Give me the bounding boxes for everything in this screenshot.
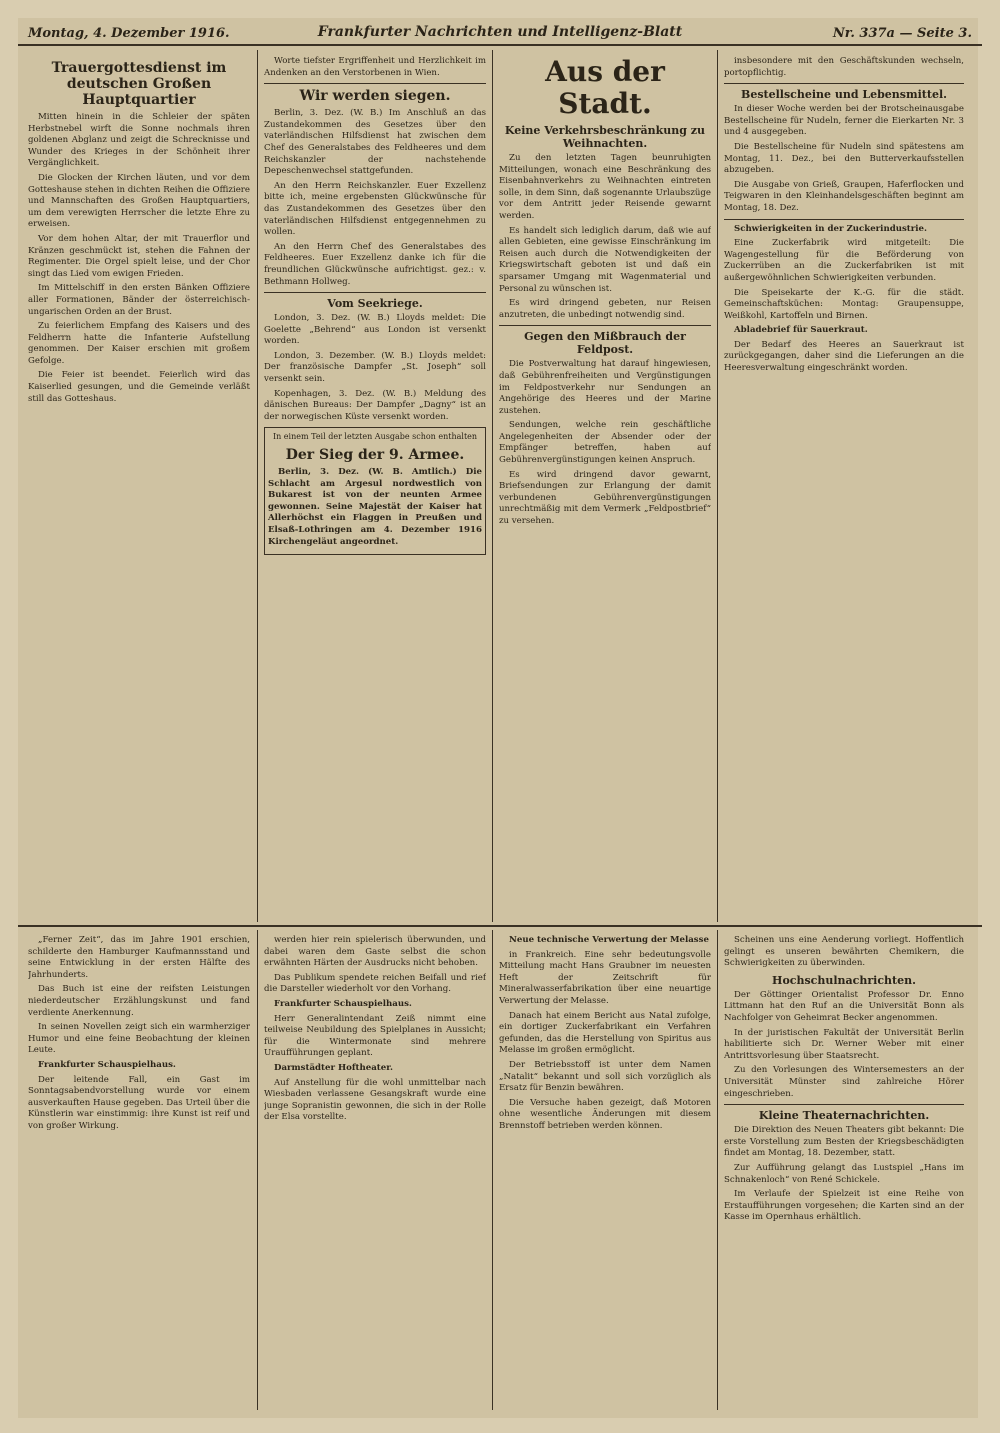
article-paragraph: Herr Generalintendant Zeiß nimmt eine teilweise Neubildung des Spielplanes in Aussicht; für die Wintermonate sind mehrere Uraufführungen geplant. xyxy=(264,1013,486,1059)
article-paragraph: Es wird dringend gebeten, nur Reisen anzutreten, die unbedingt notwendig sind. xyxy=(499,298,711,320)
article-paragraph: in Frankreich. Eine sehr bedeutungsvolle Mitteilung macht Hans Graubner im neuesten Heft der Zeitschrift für Mineralwasserfabrikation über eine neuartige Verwertung der Melasse. xyxy=(499,949,711,1006)
column-6 xyxy=(264,935,486,1405)
article-paragraph: Worte tiefster Ergriffenheit und Herzlichkeit im Andenken an den Verstorbenen in Wien. xyxy=(264,56,486,78)
article-title: Kleine Theaternachrichten. xyxy=(758,1109,930,1123)
article-title: Wir werden siegen. xyxy=(299,88,451,105)
article-paragraph: Die Ausgabe von Grieß, Graupen, Haferflocken und Teigwaren in den Kleinhandelsgeschäften beginnt am Montag, 18. Dez. xyxy=(724,179,964,213)
column-7 xyxy=(499,935,711,1405)
article-paragraph: Zu den Vorlesungen des Wintersemesters an der Universität Münster sind zahlreiche Hörer eingeschrieben. xyxy=(724,1065,964,1099)
article-paragraph: Der Bedarf des Heeres an Sauerkraut ist zurückgegangen, daher sind die Lieferungen an die Heeresverwaltung eingeschränkt worden. xyxy=(724,339,964,374)
article-paragraph: Die Direktion des Neuen Theaters gibt bekannt: Die erste Vorstellung zum Besten der Kriegsbeschädigten findet am Montag, 18. Dezember, statt. xyxy=(724,1125,964,1159)
article-paragraph: Zu feierlichem Empfang des Kaisers und des Feldherrn hatte die Infanterie Aufstellung genommen. Der Kaiser erschien mit großem Gefolge. xyxy=(28,321,250,366)
article-paragraph: Im Verlaufe der Spielzeit ist eine Reihe von Erstaufführungen vorgesehen; die Karten sind an der Kasse im Opernhaus erhältlich. xyxy=(724,1189,964,1223)
article-paragraph: insbesondere mit den Geschäftskunden wechseln, portopflichtig. xyxy=(724,56,964,78)
article-paragraph: Zu den letzten Tagen beunruhigten Mitteilungen, wonach eine Beschränkung des Eisenbahnverkehrs zu Weihnachten eintreten solle, in dem Sinn, daß sogenannte Urlaubszüge vor dem Antritt jeder Reisende gewarnt werden. xyxy=(499,153,711,221)
column-4 xyxy=(724,56,964,918)
article-paragraph: In seinen Novellen zeigt sich ein warmherziger Humor und eine feine Beobachtung der kleinen Leute. xyxy=(28,1022,250,1056)
article-paragraph: Es wird dringend davor gewarnt, Briefsendungen zur Erlangung der damit verbundenen Gebührenvergünstigungen unrechtmäßig mit dem Vermerk „Feldpostbrief“ zu versehen. xyxy=(499,469,711,527)
article-title: Neue technische Verwertung der Melasse xyxy=(509,935,709,945)
article-title: Trauergottesdienst im deutschen Großen Hauptquartier xyxy=(51,60,227,108)
article-paragraph: Der Betriebsstoff ist unter dem Namen „Natalit“ bekannt und soll sich vorzüglich als Ersatz für Benzin bewähren. xyxy=(499,1059,711,1094)
article-paragraph: An den Herrn Chef des Generalstabes des Feldheeres. Euer Exzellenz danke ich für die freundlichen Glückwünsche aufrichtigst. gez.: v. Bethmann Hollweg. xyxy=(264,241,486,287)
column-1 xyxy=(28,56,250,918)
article-paragraph: In dieser Woche werden bei der Brotscheinausgabe Bestellscheine für Nudeln, ferner die Eierkarten Nr. 3 und 4 ausgegeben. xyxy=(724,104,964,138)
article-paragraph: Sendungen, welche rein geschäftliche Angelegenheiten der Absender oder der Empfänger betreffen, haben auf Gebührenvergünstigungen keinen Anspruch. xyxy=(499,420,711,466)
article-paragraph: Der leitende Fall, ein Gast im Sonntagsabendvorstellung wurde vor einem ausverkauften Hause gegeben. Das Urteil über die Künstlerin war einstimmig: ihre Kunst ist reif und von großer Wirkung. xyxy=(28,1074,250,1131)
article-title: Keine Verkehrsbeschränkung zu Weihnachten. xyxy=(504,124,706,150)
article-paragraph: London, 3. Dezember. (W. B.) Lloyds meldet: Der französische Dampfer „St. Joseph“ soll versenkt sein. xyxy=(264,350,486,385)
article-title: Der Sieg der 9. Armee. xyxy=(285,447,465,464)
page-header xyxy=(18,20,982,46)
article-paragraph: Zur Aufführung gelangt das Lustspiel „Hans im Schnakenloch“ von René Schickele. xyxy=(724,1162,964,1185)
column-rule xyxy=(492,930,493,1410)
column-8 xyxy=(724,935,964,1405)
article-paragraph: „Ferner Zeit“, das im Jahre 1901 erschien, schilderte den Hamburger Kaufmannsstand und seine Entwicklung in der ersten Hälfte des Jahrhunderts. xyxy=(28,935,250,980)
article-paragraph: Es handelt sich lediglich darum, daß wie auf allen Gebieten, eine gewisse Einschränkung im Reisen auch durch die Notwendigkeiten der Kriegswirtschaft geboten ist und daß ein sparsamer Umgang mit Wagenmaterial und Personal zu wünschen ist. xyxy=(499,225,711,294)
article-title: Frankfurter Schauspielhaus. xyxy=(38,1059,176,1070)
article-paragraph: Danach hat einem Bericht aus Natal zufolge, ein dortiger Zuckerfabrikant ein Verfahren gefunden, das die Herstellung von Spiritus aus Melasse im großen ermöglicht. xyxy=(499,1010,711,1056)
article-title: Abladebrief für Sauerkraut. xyxy=(734,325,868,336)
section-title: Aus der Stadt. xyxy=(545,56,665,120)
article-title: Vom Seekriege. xyxy=(327,297,423,311)
column-5 xyxy=(28,935,250,1405)
header-date: Montag, 4. Dezember 1916. xyxy=(28,26,230,41)
issue-number: Nr. 337a — Seite 3. xyxy=(832,26,972,41)
masthead: Frankfurter Nachrichten und Intelligenz-Blatt xyxy=(317,24,683,40)
article-paragraph: Der Göttinger Orientalist Professor Dr. Enno Littmann hat den Ruf an die Universität Bonn als Nachfolger von Geheimrat Becker angenommen. xyxy=(724,989,964,1023)
column-rule xyxy=(257,930,258,1410)
article-paragraph: Das Buch ist eine der reifsten Leistungen niederdeutscher Erzählungskunst und fand verdiente Anerkennung. xyxy=(28,984,250,1018)
box-note: In einem Teil der letzten Ausgabe schon enthalten xyxy=(272,432,478,442)
article-paragraph: Berlin, 3. Dez. (W. B. Amtlich.) Die Schlacht am Argesul nordwestlich von Bukarest ist von der neunten Armee gewonnen. Seine Majestät der Kaiser hat Allerhöchst ein Flaggen in Preußen und Elsaß-Lothringen am 4. Dezember 1916 Kirchengeläut angeordnet. xyxy=(268,467,482,547)
column-3 xyxy=(499,56,711,918)
article-paragraph: Auf Anstellung für die wohl unmittelbar nach Wiesbaden verlassene Gesangskraft wurde eine junge Sopranistin gewonnen, die sich in der Rolle der Elsa vorstellte. xyxy=(264,1077,486,1123)
article-paragraph: Im Mittelschiff in den ersten Bänken Offiziere aller Formationen, Bänder der österreichisch-ungarischen Orden an der Brust. xyxy=(28,283,250,317)
article-paragraph: werden hier rein spielerisch überwunden, und dabei waren dem Gaste selbst die schon erwähnten Härten der Ausdrucks nicht behoben. xyxy=(264,935,486,969)
article-title: Darmstädter Hoftheater. xyxy=(274,1062,393,1073)
article-paragraph: Scheinen uns eine Aenderung vorliegt. Hoffentlich gelingt es unseren bewährten Chemikern, die Schwierigkeiten zu überwinden. xyxy=(724,935,964,969)
article-paragraph: In der juristischen Fakultät der Universität Berlin habilitierte sich Dr. Werner Weber mit einer Antrittsvorlesung über Staatsrecht. xyxy=(724,1027,964,1061)
article-paragraph: Das Publikum spendete reichen Beifall und rief die Darsteller wiederholt vor den Vorhang. xyxy=(264,972,486,995)
article-paragraph: Die Feier ist beendet. Feierlich wird das Kaiserlied gesungen, und die Gemeinde verläßt still das Gotteshaus. xyxy=(28,370,250,404)
article-paragraph: Vor dem hohen Altar, der mit Trauerflor und Kränzen geschmückt ist, stehen die Fahnen der Regimenter. Die Orgel spielt leise, und der Chor singt das Lied vom ewigen Frieden. xyxy=(28,233,250,279)
article-paragraph: Kopenhagen, 3. Dez. (W. B.) Meldung des dänischen Bureaus: Der Dampfer „Dagny“ ist an der norwegischen Küste versenkt worden. xyxy=(264,388,486,422)
article-paragraph: Berlin, 3. Dez. (W. B.) Im Anschluß an das Zustandekommen des Gesetzes über den vaterländischen Hilfsdienst hat zwischen dem Chef des Generalstabes des Feldheeres und dem Reichskanzler der nachstehende Depeschenwechsel stattgefunden. xyxy=(264,108,486,177)
article-title: Gegen den Mißbrauch der Feldpost. xyxy=(524,330,686,357)
article-paragraph: Eine Zuckerfabrik wird mitgeteilt: Die Wagengestellung für die Beförderung von Zuckerrüben an die Zuckerfabriken ist mit außergewöhnlichen Schwierigkeiten verbunden. xyxy=(724,238,964,283)
column-rule xyxy=(257,50,258,922)
article-paragraph: London, 3. Dez. (W. B.) Lloyds meldet: Die Goelette „Behrend“ aus London ist versenkt worden. xyxy=(264,313,486,347)
article-paragraph: An den Herrn Reichskanzler. Euer Exzellenz bitte ich, meine ergebensten Glückwünsche für das Zustandekommen des Gesetzes über den vaterländischen Hilfsdienst entgegennehmen zu wollen. xyxy=(264,180,486,238)
section-rule xyxy=(18,925,982,927)
article-title: Frankfurter Schauspielhaus. xyxy=(274,998,412,1009)
boxed-article xyxy=(264,427,486,555)
article-paragraph: Die Glocken der Kirchen läuten, und vor dem Gotteshause stehen in dichten Reihen die Offiziere und Mannschaften des Großen Hauptquartiers, um dem verewigten Herrscher die letzte Ehre zu erweisen. xyxy=(28,172,250,230)
column-rule xyxy=(717,50,718,922)
column-2 xyxy=(264,56,486,918)
article-title: Bestellscheine und Lebensmittel. xyxy=(741,88,947,102)
article-paragraph: Die Bestellscheine für Nudeln sind spätestens am Montag, 11. Dez., bei den Butterverkaufsstellen abzugeben. xyxy=(724,141,964,176)
column-rule xyxy=(717,930,718,1410)
article-title: Schwierigkeiten in der Zuckerindustrie. xyxy=(734,223,928,234)
article-paragraph: Die Versuche haben gezeigt, daß Motoren ohne wesentliche Änderungen mit diesem Brennstoff betrieben werden können. xyxy=(499,1097,711,1131)
article-paragraph: Die Postverwaltung hat darauf hingewiesen, daß Gebührenfreiheiten und Vergünstigungen im Feldpostverkehr nur Sendungen an Angehörige des Heeres und der Marine zustehen. xyxy=(499,359,711,416)
article-title: Hochschulnachrichten. xyxy=(772,973,916,987)
column-rule xyxy=(492,50,493,922)
article-paragraph: Die Speisekarte der K.-G. für die städt. Gemeinschaftsküchen: Montag: Graupensuppe, Weißkohl, Kartoffeln und Birnen. xyxy=(724,287,964,321)
article-paragraph: Mitten hinein in die Schleier der späten Herbstnebel wirft die Sonne nochmals ihren goldenen Abglanz und zeigt die Schrecknisse und Wunder des Krieges in der Schönheit ihrer Vergänglichkeit. xyxy=(28,112,250,169)
